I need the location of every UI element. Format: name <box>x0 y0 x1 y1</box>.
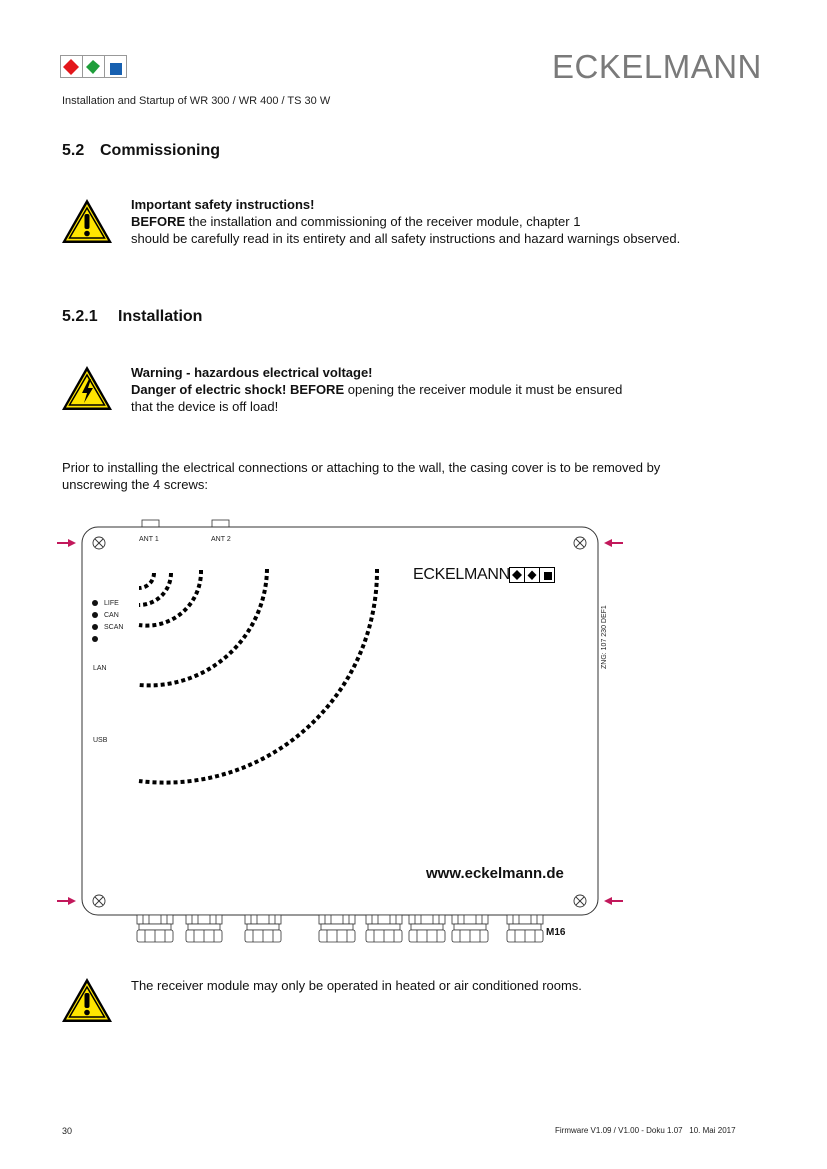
header-subtitle: Installation and Startup of WR 300 / WR 400 / TS 30 W <box>62 95 331 107</box>
receiver-module-drawing <box>55 515 625 955</box>
intro-line1: Prior to installing the electrical connections or attaching to the wall, the casing cover is to be removed by <box>62 460 661 475</box>
led-dot <box>92 600 98 606</box>
led-unlabeled <box>92 633 123 645</box>
page-number: 30 <box>62 1126 73 1136</box>
subsection-number: 5.2.1 <box>62 308 98 325</box>
led-label: CAN <box>104 611 119 619</box>
usb-port-label: USB <box>93 737 108 744</box>
led-life <box>92 597 123 609</box>
section-heading <box>62 142 220 160</box>
led-scan <box>92 621 123 633</box>
receiver-module-diagram <box>55 515 625 955</box>
gland-size-label: M16 <box>546 927 566 938</box>
voltage-warning-danger: Danger of electric shock! BEFORE <box>131 382 345 397</box>
led-dot <box>92 624 98 630</box>
safety-note-title: Important safety instructions! <box>131 197 315 212</box>
led-dot <box>92 636 98 642</box>
safety-note-line2: should be carefully read in its entirety and all safety instructions and hazard warnings observed. <box>131 231 681 246</box>
section-title: Commissioning <box>100 142 221 159</box>
room-note: The receiver module may only be operated in heated or air conditioned rooms. <box>131 978 582 993</box>
lan-port-label: LAN <box>93 665 107 672</box>
safety-note-line1: the installation and commissioning of the receiver module, chapter 1 <box>185 214 581 229</box>
safety-note-before: BEFORE <box>131 214 186 229</box>
header-logo-squares <box>60 55 128 79</box>
subsection-title: Installation <box>118 308 203 325</box>
warning-exclamation-icon <box>60 197 114 250</box>
high-voltage-icon <box>60 364 114 417</box>
subsection-heading <box>62 308 202 326</box>
voltage-warning-title: Warning - hazardous electrical voltage! <box>131 365 373 380</box>
led-can <box>92 609 123 621</box>
intro-paragraph <box>62 459 782 493</box>
led-indicators <box>92 597 123 645</box>
voltage-warning-line2: that the device is off load! <box>131 399 279 414</box>
drawing-number-wrap <box>601 569 609 669</box>
voltage-warning <box>131 364 781 415</box>
drawing-number: ZNG: 107 230 DEF1 <box>601 605 608 669</box>
diagram-brand: ECKELMANN <box>413 566 510 583</box>
led-dot <box>92 612 98 618</box>
eckelmann-logo-icon <box>60 55 128 79</box>
warning-exclamation-icon <box>60 976 114 1029</box>
website-url: www.eckelmann.de <box>426 865 564 882</box>
brand-name: ECKELMANN <box>552 48 762 85</box>
safety-note <box>131 196 781 247</box>
voltage-warning-line1: opening the receiver module it must be ensured <box>344 382 623 397</box>
antenna-2-label: ANT 2 <box>211 536 231 543</box>
antenna-1-label: ANT 1 <box>139 536 159 543</box>
intro-line2: unscrewing the 4 screws: <box>62 477 208 492</box>
footer-info: Firmware V1.09 / V1.00 - Doku 1.07 10. Mai 2017 <box>555 1126 736 1135</box>
led-label: SCAN <box>104 623 124 631</box>
section-number: 5.2 <box>62 142 85 159</box>
led-label: LIFE <box>104 599 119 607</box>
